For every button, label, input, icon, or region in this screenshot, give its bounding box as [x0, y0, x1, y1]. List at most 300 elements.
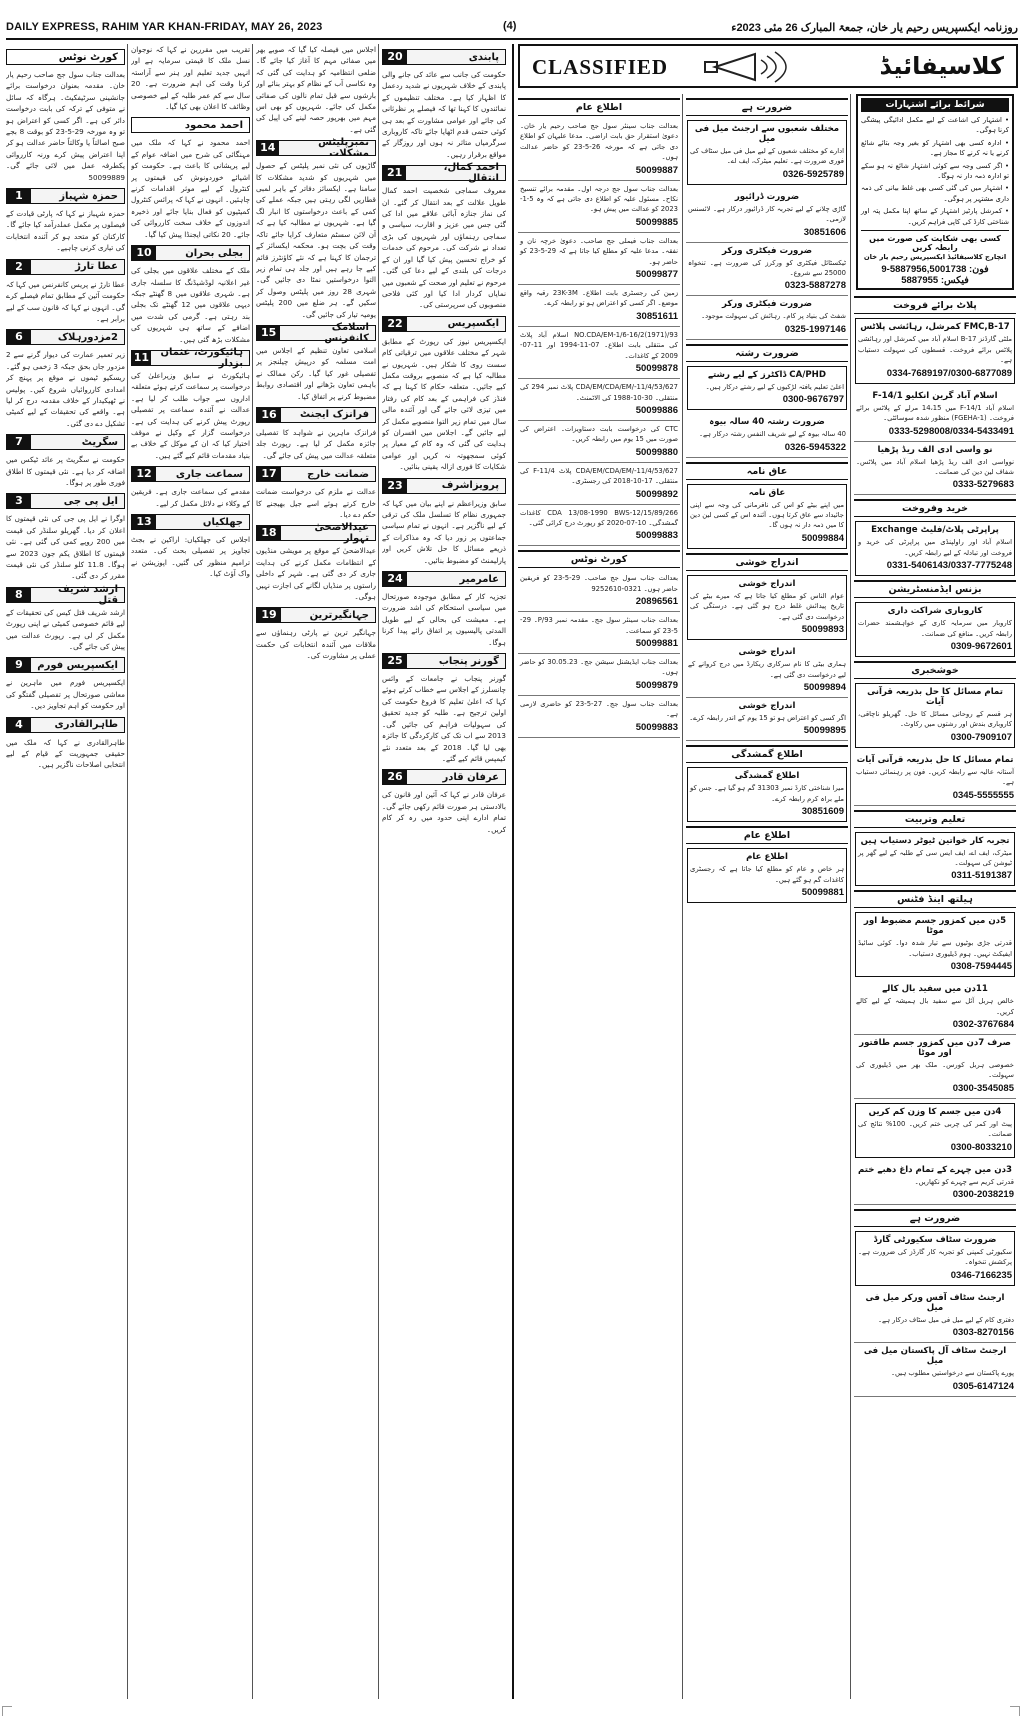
folio-left: DAILY EXPRESS, RAHIM YAR KHAN-FRIDAY, MAY 26, 2023 [6, 21, 323, 33]
ad-phone: 0326-5945322 [784, 441, 846, 453]
story-body [256, 160, 376, 320]
ad-phone: 0305-6147124 [952, 1380, 1014, 1392]
ad-body: میٹرک، ایف اے، ایف ایس سی کے طلبہ کے لیے گھر پر ٹیوشن کی سہولت۔ [858, 848, 1012, 867]
classified-ad [518, 421, 680, 463]
classified-ad [855, 1231, 1015, 1286]
story-number: 8 [7, 587, 31, 603]
story-title: پرویزاشرف [441, 480, 499, 492]
section-title: بزنس ایڈمنسٹریشن [888, 584, 982, 596]
classified-ad [686, 414, 848, 457]
classified-ad [686, 189, 848, 243]
ad-body: اگر کسی کو اعتراض ہو تو 15 یوم کے اندر رابطہ کرے۔ [689, 713, 846, 722]
story-title: عطا تارڑ [75, 261, 118, 273]
story-title: عرفان قادر [442, 771, 499, 783]
ad-body: اسلام آباد اور راولپنڈی میں پراپرٹی کی خرید و فروخت اور تبادلہ کے لیے رابطہ کریں۔ [858, 538, 1012, 557]
ad-title: عاق نامہ [748, 487, 786, 498]
classified-ad [855, 318, 1015, 383]
story-heading [6, 657, 125, 673]
story-title: ارشد شریف قتل [58, 583, 118, 606]
contact-phone: فون: 5887956,5001738-9 [881, 264, 989, 276]
classified-section-heading [686, 553, 848, 571]
ad-title: اطلاع عام [746, 852, 788, 863]
story-number: 10 [132, 245, 156, 261]
page-number: (4) [503, 20, 517, 32]
ad-title: اطلاع گمشدگی [734, 771, 800, 782]
section-title: اطلاع گمشدگی [731, 749, 803, 761]
ad-phone: 0323-5887278 [784, 280, 846, 292]
story-body [256, 44, 376, 135]
ad-body: بعدالت جناب سینئر سول جج صاحب رحیم یار خان۔ دعویٰ استقرار حق بابت اراضی۔ مدعا علیہان کو اطلاع دی جاتی ہے کہ مورخہ 26-5-23 کو حاضر عدالت ہوں۔ [520, 122, 679, 162]
story-title: بجلی بحران [185, 247, 243, 259]
section-title: ضرورت رشتہ [735, 347, 799, 359]
ad-body: بعدالت جناب سول جج صاحب۔ 29-5-23 کو فریقین حاضر ہوں۔ 0321-9252610 [520, 574, 678, 593]
section-title: کورٹ نوٹس [570, 554, 628, 566]
story-title: ضمانت خارج [307, 468, 369, 480]
classified-ad [687, 767, 847, 822]
story-heading [256, 522, 376, 545]
classified-ad [686, 644, 848, 698]
classified-ad [686, 243, 848, 297]
ad-body: ادارے کو مختلف شعبوں کے لیے میل فی میل سٹاف کی فوری ضرورت ہے۔ تعلیم میٹرک، ایف اے۔ [690, 147, 844, 166]
story-number: 3 [7, 493, 31, 509]
classified-ad [854, 388, 1016, 442]
ad-phone: 0300-8033210 [950, 1141, 1012, 1153]
classified-section-heading [686, 745, 848, 763]
story-heading [256, 407, 376, 423]
classified-ad [855, 683, 1015, 748]
advertising-terms-box [856, 94, 1014, 290]
ad-phone: 0333-5279683 [952, 479, 1014, 491]
ad-title: ضرورت فیکٹری ورکر [721, 245, 813, 256]
ad-phone: 50099883 [635, 721, 678, 733]
ad-phone: 0300-3545085 [952, 1082, 1014, 1094]
story-number: 9 [7, 657, 31, 673]
story-body [382, 185, 506, 310]
story-body [6, 677, 125, 711]
ad-phone: 0303-8270156 [952, 1327, 1014, 1339]
ad-title: کاروباری شراکت داری [887, 606, 983, 617]
story-title: سگریٹ [81, 436, 118, 448]
story-text: عرفان قادر نے کہا کہ آئین اور قانون کی بالادستی ہر صورت قائم رکھی جائے گی۔ تمام ادارے اپنی حدود میں رہ کر کام کریں۔ [382, 790, 506, 834]
story-number: 18 [257, 525, 281, 541]
story-number: 16 [257, 407, 281, 423]
classified-section [518, 44, 1018, 1699]
ad-body: CDA/EM/CDA/EM/-11/4/53/627 پلاٹ نمبر 294 کی منتقلی۔ 30-10-1988 کی الاٹمنٹ۔ [520, 383, 679, 402]
story-title: احمد کمال، انتقال [443, 162, 499, 185]
story-number: 12 [132, 466, 156, 482]
ad-title: اسلام آباد گرین انکلیو F-14/1 [872, 390, 998, 401]
classified-ad [518, 463, 680, 505]
story-body [131, 44, 250, 112]
terms-item: • کمرشل پارٹیز اشتہار کے ساتھ اپنا مکمل پتہ اور شناختی کارڈ کی کاپی فراہم کریں۔ [861, 207, 1009, 226]
story-heading [256, 137, 376, 160]
story-title: ہائیکورٹ، عثمان بزدار [160, 346, 243, 369]
story-body [382, 591, 506, 648]
ad-title: 11دن میں سفید بال کالے [882, 984, 988, 995]
story-text: حمزہ شہباز نے کہا کہ پارٹی قیادت کے فیصلوں پر مکمل عملدرآمد کیا جائے گا۔ کارکنان کو متحد ہو کر آئندہ انتخابات کی تیاری کرنی چاہیے۔ [6, 209, 125, 253]
ad-body: دفتری کام کے لیے میل فی میل سٹاف درکار ہے۔ [878, 1315, 1014, 1324]
classified-section-heading [854, 296, 1016, 314]
news-column-3 [131, 44, 250, 1699]
classified-ad [855, 912, 1015, 977]
story-text: اجلاس کی جھلکیاں: اراکین نے بجٹ تجاویز پر تفصیلی بحث کی۔ متعدد ترامیم منظور کی گئیں۔ اپوزیشن نے واک آؤٹ کیا۔ [131, 535, 250, 579]
ad-title: 3دن میں چہرے کے تمام داغ دھبے ختم [858, 1164, 1012, 1175]
ad-title: FMC,B-17 کمرشل، رہائشی پلاٹس [860, 322, 1010, 333]
classified-section-heading [686, 826, 848, 844]
ad-title: 5دن میں کمزور جسم مضبوط اور موٹا [863, 916, 1007, 937]
story-body [256, 545, 376, 602]
story-number: 4 [7, 717, 31, 733]
story-number: 14 [257, 140, 279, 156]
ad-title: CA/PHD ڈاکٹرز کے لیے رشتے [707, 369, 827, 380]
ad-body: زمین کی رجسٹری بابت اطلاع۔ 23K-3M رقبہ واقع موضع۔ اگر کسی کو اعتراض ہو تو رابطہ کرے۔ [520, 289, 678, 308]
ad-title: ضرورت فیکٹری ورکر [721, 299, 813, 310]
story-body [131, 534, 250, 580]
story-title: 2مزدورہلاک [57, 331, 118, 343]
classified-ad [686, 296, 848, 339]
story-title: عامرمیر [459, 573, 499, 585]
story-text: تجزیہ کار کے مطابق موجودہ صورتحال میں سیاسی استحکام کی اشد ضرورت ہے۔ معیشت کی بحالی کے لیے طویل المدتی پالیسیوں پر اتفاق رائے پیدا کرنا ہوگا۔ [382, 592, 506, 647]
classified-section-heading [854, 580, 1016, 598]
classified-ad [854, 752, 1016, 806]
complaint-title: کسی بھی شکایت کی صورت میں رابطہ کریں [861, 230, 1009, 252]
section-title: پلاٹ برائے فروخت [893, 300, 977, 312]
story-body [256, 345, 376, 402]
ad-phone: 30851609 [801, 806, 844, 818]
ad-body: بعدالت جناب سول جج۔ 27-5-23 کو حاضری لازمی ہے۔ [520, 699, 679, 719]
story-title: کورٹ نوٹس [58, 51, 118, 63]
story-number: 13 [132, 514, 156, 530]
story-heading [6, 583, 125, 606]
ad-title: مختلف شعبوں سے ارجنٹ میل فی میل [694, 124, 840, 144]
ad-phone: 30851611 [636, 310, 678, 322]
section-title: اطلاع عام [743, 830, 791, 842]
story-text: ہائیکورٹ نے سابق وزیراعلیٰ کی درخواست پر سماعت کرتے ہوئے متعلقہ اداروں سے جواب طلب کر لیا ہے۔ عدالت نے آئندہ سماعت پر تفصیلی رپورٹ پیش کرنے کی ہدایت کی ہے۔ درخواست گزار کے وکیل نے موقف اختیار کیا کہ ان کے موکل کے خلاف بے بنیاد مقدمات قائم کیے گئے ہیں۔ [131, 370, 250, 460]
story-title: ایل پی جی [63, 495, 118, 507]
classified-ad [518, 505, 680, 547]
ad-body: خصوصی ہربل کورس۔ ملک بھر میں ڈیلیوری کی سہولت۔ [856, 1061, 1014, 1080]
ad-body: ہماری بیٹی کا نام سرکاری ریکارڈ میں درج کروانے کے لیے درخواست دی گئی ہے۔ [688, 660, 846, 679]
ad-phone: 0326-5925789 [782, 168, 844, 180]
classified-ad [854, 1343, 1016, 1396]
ad-body: میں اپنے بیٹے کو اس کی نافرمانی کی وجہ سے اپنی جائیداد سے عاق کرتا ہوں۔ آئندہ اس کے کسی لین دین کا میں ذمہ دار نہ ہوں گا۔ [690, 500, 844, 530]
ad-body: عوام الناس کو مطلع کیا جاتا ہے کہ میرے بیٹے کی تاریخ پیدائش غلط درج ہو گئی ہے۔ درستگی کی درخواست دی گئی ہے۔ [690, 591, 844, 621]
story-heading [382, 653, 506, 669]
story-text: تقریب میں مقررین نے کہا کہ نوجوان نسل ملک کا قیمتی سرمایہ ہے اور انہیں جدید تعلیم اور ہنر سے آراستہ کرنا وقت کی اہم ضرورت ہے۔ 20 سال سے کم عمر طلبہ کے لیے خصوصی وظائف کا اعلان بھی کیا گیا۔ [131, 45, 250, 112]
classified-ad [518, 285, 680, 327]
story-heading [382, 49, 506, 65]
ad-body: بعدالت جناب سینئر سول جج۔ مقدمہ نمبر 93/P۔ 29-5-23 کو سماعت۔ [520, 616, 678, 635]
classified-title-en: CLASSIFIED [532, 55, 669, 79]
story-body [382, 336, 506, 473]
section-title: اندراج خوشی [735, 556, 799, 568]
story-number: 17 [257, 466, 281, 482]
story-body [256, 486, 376, 520]
story-text: عطا تارڑ نے پریس کانفرنس میں کہا کہ حکومت آئین کے مطابق تمام فیصلے کرے گی۔ انہوں نے کہا کہ قانون سب کے لیے برابر ہے۔ [6, 279, 125, 323]
story-text: ارشد شریف قتل کیس کی تحقیقات کے لیے قائم خصوصی کمیٹی نے اپنی رپورٹ مکمل کر لی ہے۔ رپورٹ عدالت میں پیش کی جائے گی۔ [6, 607, 125, 652]
story-number: 20 [383, 49, 407, 65]
story-text: سابق وزیراعظم نے اپنے بیان میں کہا کہ جمہوری نظام کا تسلسل ملک کی ترقی کے لیے ناگزیر ہے۔ انہوں نے تمام سیاسی جماعتوں پر زور دیا کہ وہ مذاکرات کے ذریعے مسائل کا حل تلاش کریں اور پارلیمنٹ کو مضبوط بنائیں۔ [382, 498, 506, 565]
story-heading [382, 478, 506, 494]
classified-column-2 [686, 94, 848, 1699]
ad-phone: 50099878 [635, 363, 678, 375]
ad-body: NO.CDA/EM-1/6-16/2(1971)/93 اسلام آباد پلاٹ کی منتقلی بابت اطلاع۔ 07-11-1994 اور 11-07-2009 کے کاغذات۔ [520, 330, 678, 360]
story-heading [256, 321, 376, 344]
ad-body: آستانہ عالیہ سے رابطہ کریں۔ فون پر رہنمائی دستیاب ہے۔ [856, 767, 1014, 787]
story-heading [382, 571, 506, 587]
classified-section-heading [854, 1209, 1016, 1227]
story-text: حکومت نے سگریٹ پر عائد ٹیکس میں اضافہ کر دیا ہے۔ نئی قیمتوں کا اطلاق فوری طور پر ہوگا۔ [6, 455, 125, 487]
ad-title: ارجنٹ سٹاف آل پاکستان میل فی میل [863, 1346, 1007, 1367]
story-body [382, 498, 506, 566]
ad-phone: 0331-5406143/0337-7775248 [886, 560, 1012, 572]
ad-body: بعدالت جناب سول جج درجہ اول۔ مقدمہ برائے تنسیخ نکاح۔ مسئول علیہ کو اطلاع دی جاتی ہے کہ وہ 5-1-2023 کو عدالت میں پیش ہو۔ [520, 184, 678, 214]
story-title: حمزہ شہباز [59, 190, 118, 202]
terms-item: • ادارہ کسی بھی اشتہار کو بغیر وجہ بتائے شائع کرنے یا نہ کرنے کا مجاز ہے۔ [861, 138, 1009, 158]
classified-column-3 [518, 94, 680, 1699]
ad-body: CTC کی درخواست بابت دستاویزات۔ اعتراض کی صورت میں 15 یوم میں رابطہ کریں۔ [520, 424, 678, 444]
ad-body: پیٹ اور کمر کی چربی ختم کریں۔ 100% نتائج کی ضمانت۔ [858, 1119, 1012, 1139]
folio-line [6, 18, 1018, 40]
story-heading [382, 316, 506, 332]
story-number: 2 [7, 259, 31, 275]
story-text: ایکسپریس نیوز کی رپورٹ کے مطابق شہر کے مختلف علاقوں میں ترقیاتی کام سست روی کا شکار ہیں۔ شہریوں نے مطالبہ کیا ہے کہ منصوبے بروقت مکمل کیے جائیں۔ متعلقہ حکام کا کہنا ہے کہ فنڈز کی فراہمی کے بعد کام کی رفتار میں تیزی لائی جائے گی اور آئندہ مالی سال میں تمام زیر التوا منصوبے مکمل کر لیے جائیں گے۔ اجلاس میں افسران کو ہدایت کی گئی کہ وہ کام کے معیار پر کوئی سمجھوتہ نہ کریں اور عوامی شکایات کا فوری ازالہ یقینی بنائیں۔ [382, 336, 506, 472]
story-number: 24 [383, 571, 407, 587]
ad-body: پورے پاکستان سے درخواستیں مطلوب ہیں۔ [891, 1369, 1014, 1378]
classified-ad [687, 848, 847, 903]
ad-title: تمام مسائل کا حل بذریعہ قرآنی آیات [856, 754, 1014, 765]
news-column-2 [256, 44, 376, 1699]
story-title: طاہرالقادری [54, 719, 118, 731]
story-heading [131, 466, 250, 482]
ad-phone: 50099892 [635, 488, 678, 500]
story-text: معروف سماجی شخصیت احمد کمال طویل علالت کے بعد انتقال کر گئے۔ ان کی نماز جنازہ آبائی علاقے میں ادا کی گئی جس میں عزیز و اقارب، سیاسی و سماجی رہنماؤں اور شہریوں کی بڑی تعداد نے شرکت کی۔ مرحوم کی خدمات کو خراج تحسین پیش کیا گیا اور ان کے درجات کی بلندی کے لیے دعا کی گئی۔ مرحوم نے تعلیم اور صحت کے شعبوں میں نمایاں کردار ادا کیا اور کئی فلاحی منصوبوں کی سرپرستی کی۔ [382, 186, 506, 310]
ad-body: میرا شناختی کارڈ نمبر 31303 گم ہو گیا ہے۔ جس کو ملے براہ کرم رابطہ کرے۔ [690, 784, 844, 803]
ad-body: خالص ہربل آئل سے سفید بال ہمیشہ کے لیے کالے کریں۔ [856, 997, 1014, 1016]
ad-phone: 50099887 [635, 164, 678, 176]
story-number: 11 [133, 350, 150, 364]
news-column-1 [382, 44, 506, 1699]
classified-ad [518, 612, 680, 654]
ad-phone: 50099885 [635, 216, 678, 228]
story-number: 21 [383, 165, 406, 181]
story-body [6, 607, 125, 653]
ad-title: اندراج خوشی [738, 700, 796, 711]
story-heading [131, 245, 250, 261]
folio-right: روزنامہ ایکسپریس رحیم یار خان، جمعۃ المبارک 26 مئی 2023ء [731, 22, 1018, 34]
classified-ad [854, 1035, 1016, 1099]
ad-phone: 0300-7909107 [950, 731, 1012, 743]
story-heading [6, 493, 125, 509]
ad-body: نوواسی ادی الف ریڈ پڑھیا اسلام آباد میں پلاٹس۔ شفاف لین دین کی ضمانت۔ [856, 457, 1014, 476]
ad-phone: 0309-9672601 [950, 640, 1012, 652]
classified-ad [518, 654, 680, 696]
story-body [131, 137, 250, 240]
story-text: ملک کے مختلف علاقوں میں بجلی کی غیر اعلانیہ لوڈشیڈنگ کا سلسلہ جاری ہے۔ شہری علاقوں میں 8 گھنٹے جبکہ دیہی علاقوں میں 12 گھنٹے تک بجلی بند رہتی ہے۔ گرمی کی شدت میں اضافے کے ساتھ ہی شہریوں کی مشکلات بڑھ گئی ہیں۔ [131, 266, 250, 344]
classified-ad [518, 570, 680, 612]
classified-ad [518, 118, 680, 181]
story-text: اوگرا نے ایل پی جی کی نئی قیمتوں کا اعلان کر دیا۔ گھریلو سلنڈر کی قیمت میں 200 روپے کمی کی گئی ہے۔ نئی قیمتوں کا اطلاق یکم جون 2023 سے ہوگا۔ 11.8 کلو سلنڈر کی نئی قیمت مقرر کر دی گئی۔ [6, 514, 125, 581]
ad-body: شفٹ کی بنیاد پر کام۔ رہائش کی سہولت موجود۔ [701, 312, 846, 321]
ad-title: نو واسی ادی الف ریڈ پڑھیا [877, 444, 993, 455]
story-title: سماعت جاری [175, 468, 243, 480]
story-heading [6, 434, 125, 450]
story-text: جہانگیر ترین نے پارٹی رہنماؤں سے ملاقات میں آئندہ انتخابات کی حکمت عملی پر مشاورت کی۔ [256, 628, 376, 661]
story-number: 19 [257, 607, 281, 623]
story-number: 25 [383, 653, 407, 669]
ad-title: 4دن میں جسم کا وزن کم کریں [868, 1106, 1002, 1117]
story-text: فرانزک ماہرین نے شواہد کا تفصیلی جائزہ مکمل کر لیا ہے۔ رپورٹ جلد متعلقہ عدالت میں پیش کی جائے گی۔ [256, 427, 376, 460]
newspaper-page [6, 0, 1018, 1723]
story-heading [6, 717, 125, 733]
ad-body: ہر خاص و عام کو مطلع کیا جاتا ہے کہ رجسٹری کاغذات گم ہو گئے ہیں۔ [690, 865, 844, 884]
ad-title: ارجنٹ سٹاف آفس ورکر میل فی میل [865, 1292, 1005, 1313]
story-heading [6, 259, 125, 275]
ad-phone: 50099886 [635, 404, 678, 416]
story-number: 23 [383, 478, 407, 494]
classified-ad [687, 484, 847, 549]
classified-ad [854, 981, 1016, 1035]
story-title: گورنر پنجاب [438, 655, 499, 667]
story-heading [131, 346, 250, 369]
story-text: مقدمے کی سماعت جاری ہے۔ فریقین کے وکلاء نے دلائل مکمل کر لیے۔ [131, 487, 250, 508]
story-title: ایکسپریس فورم [37, 659, 118, 671]
classified-ad [687, 575, 847, 640]
ad-title: ضرورت ڈرائیور [734, 191, 800, 202]
story-title: پابندی [468, 51, 499, 63]
classified-section-heading [686, 344, 848, 362]
story-heading [382, 769, 506, 785]
terms-item: • اشتہار کی اشاعت کے لیے مکمل ادائیگی پیشگی کرنا ہوگی۔ [861, 116, 1009, 135]
story-number: 15 [257, 325, 280, 341]
story-number: 22 [383, 316, 407, 332]
story-title: جہانگیرترین [309, 609, 369, 621]
ad-phone: 30851606 [803, 226, 846, 238]
story-body [6, 454, 125, 488]
ad-phone: 0346-7166235 [950, 1269, 1012, 1281]
ad-body: 40 سالہ بیوہ کے لیے شریف النفس رشتہ درکار ہے۔ [698, 430, 846, 439]
story-text: گورنر پنجاب نے جامعات کے وائس چانسلرز کے اجلاس سے خطاب کرتے ہوئے کہا کہ اعلیٰ تعلیم کا فروغ حکومت کی اولین ترجیح ہے۔ طلبہ کو جدید تحقیق کی سہولیات فراہم کی جائیں گی۔ 2013 سے اب تک کی کارکردگی کا جائزہ بھی لیا گیا۔ 2018 کے بعد متعدد نئے کیمپس قائم کیے گئے۔ [382, 674, 506, 763]
classified-ad [855, 521, 1015, 576]
terms-item: • اگر کسی وجہ سے کوئی اشتہار شائع نہ ہو سکے تو ادارہ ذمہ دار نہ ہوگا۔ [861, 161, 1009, 181]
story-text: احمد محمود نے کہا کہ ملک میں مہنگائی کی شرح میں اضافہ عوام کے لیے پریشانی کا باعث ہے۔ حکومت کو اشیائے خوردونوش کی قیمتوں پر کنٹرول کے لیے موثر اقدامات کرنے چاہئیں۔ انہوں نے کہا کہ پرائس کنٹرول کمیٹیوں کو فعال بنایا جائے اور ذخیرہ اندوزوں کے خلاف سخت کارروائی کی جائے۔ 20 نکاتی ایجنڈا پیش کیا گیا۔ [131, 138, 250, 239]
ad-phone: 0325-1997146 [784, 323, 846, 335]
classified-ad [687, 120, 847, 185]
story-heading [6, 49, 125, 65]
story-body [6, 69, 125, 183]
story-body [382, 789, 506, 835]
classified-section-heading [854, 661, 1016, 679]
ad-phone: 50099884 [801, 532, 844, 544]
story-body [256, 427, 376, 461]
story-body [6, 513, 125, 581]
story-number: 6 [7, 329, 31, 345]
ad-phone: 0333-5298008/0334-5433491 [888, 425, 1014, 437]
story-title: نمبرپلیٹس مشکلات [318, 137, 369, 160]
section-title: عاق نامہ [746, 465, 788, 477]
classified-section-heading [854, 499, 1016, 517]
story-title: فرانزک ایجنٹ [300, 409, 369, 421]
ad-phone: 0300-9676797 [782, 394, 844, 406]
story-text: اجلاس میں فیصلہ کیا گیا کہ صوبے بھر میں صفائی مہم کا آغاز کیا جائے گا۔ ضلعی انتظامیہ کو ہدایت کی گئی کہ وہ نکاسی آب کے نظام کو بہتر بنائے اور بارشوں سے قبل تمام نالوں کی صفائی مکمل کی جائے۔ شہریوں کو بھی اس مہم میں بھرپور حصہ لینے کی اپیل کی گئی ہے۔ [256, 45, 376, 134]
classified-ad [855, 832, 1015, 887]
section-title: اطلاع عام [575, 102, 623, 113]
ad-body: سکیورٹی کمپنی کو تجربہ کار گارڈز کی ضرورت ہے۔ پرکشش تنخواہ۔ [858, 1248, 1012, 1267]
classified-section-heading [686, 462, 848, 480]
story-body [6, 279, 125, 325]
story-text: حکومت کی جانب سے عائد کی جانے والی پابندی کے خلاف شہریوں نے شدید ردعمل کا اظہار کیا ہے۔ مختلف تنظیموں کے نمائندوں کا کہنا تھا کہ فیصلے پر نظرثانی کی جائے اور عوامی مشاورت کے بعد ہی کوئی حتمی قدم اٹھایا جائے تاکہ کاروباری سرگرمیاں متاثر نہ ہوں اور روزگار کے مواقع برقرار رہیں۔ [382, 70, 506, 159]
ad-body: گاڑی چلانے کے لیے تجربہ کار ڈرائیور درکار ہے۔ لائسنس لازمی۔ [688, 204, 846, 224]
classified-ad [686, 698, 848, 741]
ad-phone: 50099881 [801, 886, 844, 898]
story-body [382, 673, 506, 764]
ad-phone: 0308-7594445 [950, 961, 1012, 973]
story-text: عیدالاضحیٰ کے موقع پر مویشی منڈیوں کے انتظامات مکمل کرنے کی ہدایت جاری کر دی گئی ہے۔ شہر کے داخلی راستوں پر منڈیاں لگانے کی اجازت نہیں ہوگی۔ [256, 546, 376, 602]
classified-ad [854, 1162, 1016, 1205]
ad-phone: 50099877 [635, 269, 678, 281]
classified-ad [687, 366, 847, 410]
classified-section-heading [854, 890, 1016, 908]
ad-title: اندراج خوشی [738, 647, 796, 658]
classified-section-heading [686, 98, 848, 116]
ad-body: بعدالت جناب ایڈیشنل سیشن جج۔ 30.05.23 کو حاضر ہوں۔ [520, 657, 678, 677]
ad-body: ملٹی گارڈنز B-17 اسلام آباد میں کمرشل اور رہائشی پلاٹس برائے فروخت۔ قسطوں کی سہولت دستیاب ہے۔ [858, 335, 1012, 365]
story-body [256, 627, 376, 661]
ad-phone: 50099879 [635, 679, 678, 691]
story-heading [6, 329, 125, 345]
story-title: جھلکیاں [202, 516, 243, 528]
story-number: 26 [383, 769, 407, 785]
story-number: 1 [7, 188, 31, 204]
story-title: عیدالاضحیٰ تہوار [314, 522, 369, 545]
story-text: بعدالت جناب سول جج صاحب رحیم یار خان۔ مقدمہ بعنوان درخواست برائے جانشینی سرٹیفکیٹ۔ ہرگاہ کہ سائل نے متوفی کے ترکہ کی بابت درخواست دائر کی ہے۔ اگر کسی کو اعتراض ہو تو وہ مورخہ 29-5-23 کو بوقت 8 بجے صبح اصالتاً یا وکالتاً حاضر عدالت ہو کر اپنا اعتراض پیش کرے ورنہ کارروائی یکطرفہ عمل میں لائی جائے گی۔ 50099889 [6, 70, 125, 182]
story-heading [6, 188, 125, 204]
classified-ad [855, 1103, 1015, 1158]
story-number: 7 [7, 434, 31, 450]
ad-phone: 50099883 [635, 530, 678, 542]
story-body [131, 370, 250, 461]
ad-phone: 50099895 [803, 725, 846, 737]
story-body [382, 69, 506, 160]
classified-section-heading [518, 550, 680, 568]
story-title: ایکسپریس [447, 318, 499, 330]
terms-item: • اشتہار میں کی گئی کسی بھی غلط بیانی کی ذمہ داری مشتہر پر ہوگی۔ [861, 184, 1009, 203]
story-text: طاہرالقادری نے کہا کہ ملک میں حقیقی جمہوریت کے قیام کے لیے انتخابی اصلاحات ناگزیر ہیں۔ [6, 737, 125, 770]
classified-section-heading [518, 98, 680, 116]
classified-column-1 [854, 94, 1016, 1699]
ad-title: پراپرٹی پلاٹ/فلیٹ Exchange [871, 525, 999, 536]
ad-phone: 0300-2038219 [952, 1189, 1014, 1201]
classified-ad [518, 379, 680, 421]
story-title: اسلامک کانفرنس [324, 321, 369, 344]
ad-title: ضرورت سٹاف سکیورٹی گارڈ [873, 1235, 997, 1246]
ad-body: اسلام آباد F-14/1 میں 14،15 مرلے کے پلاٹس برائے فروخت۔ (FGEHA-1) منظور شدہ سوسائٹی۔ [856, 403, 1015, 423]
story-body [131, 265, 250, 345]
ad-title: تمام مسائل کا حل بذریعہ قرآنی آیات [867, 686, 1003, 707]
ad-phone: 0334-7689197/0300-6877089 [886, 367, 1012, 379]
story-heading [256, 466, 376, 482]
ad-title: تجربہ کار خواتین ٹیوٹر دستیاب ہیں [860, 835, 1010, 846]
story-body [6, 349, 125, 429]
story-text: زیر تعمیر عمارت کی دیوار گرنے سے 2 مزدور جاں بحق جبکہ 3 زخمی ہو گئے۔ ریسکیو ٹیموں نے موقع پر پہنچ کر امدادی کارروائیاں شروع کیں۔ پولیس نے ٹھیکیدار کے خلاف مقدمہ درج کر لیا ہے۔ واقعے کی تحقیقات کے لیے کمیٹی تشکیل دے دی گئی۔ [6, 350, 125, 428]
news-section [6, 44, 508, 1699]
section-title: خرید وفروخت [902, 503, 968, 515]
section-title: ضرورت ہے [909, 1213, 961, 1225]
classified-ad [854, 1290, 1016, 1343]
ad-body: قدرتی جڑی بوٹیوں سے تیار شدہ دوا۔ کوئی سائیڈ ایفیکٹ نہیں۔ ہوم ڈیلیوری دستیاب۔ [858, 939, 1012, 958]
ad-body: ٹیکسٹائل فیکٹری کو ورکرز کی ضرورت ہے۔ تنخواہ 25000 سے شروع۔ [688, 258, 846, 278]
classified-banner [518, 44, 1018, 88]
